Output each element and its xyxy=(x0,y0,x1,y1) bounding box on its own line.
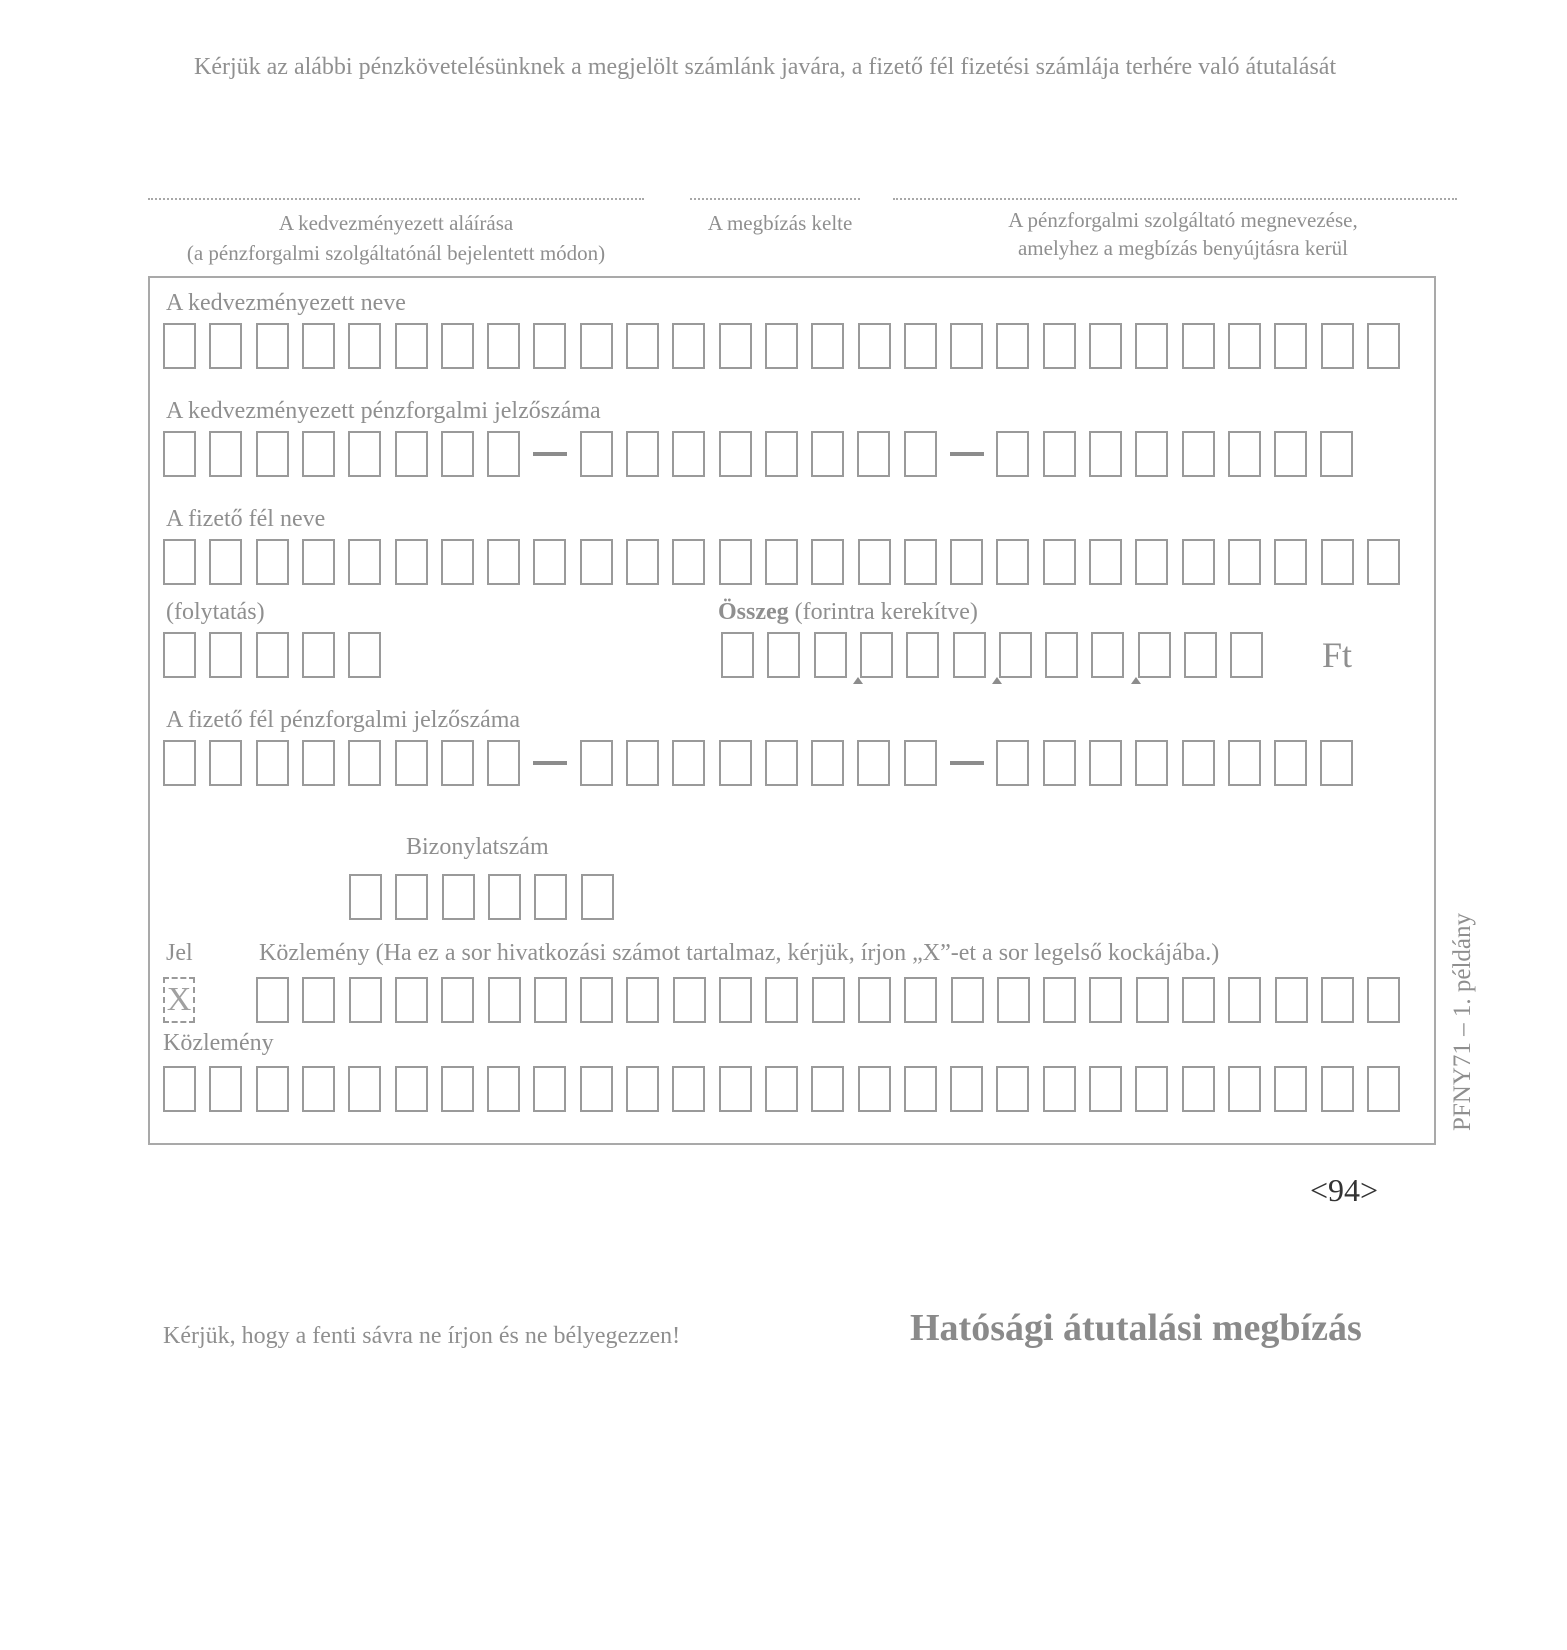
char-box[interactable] xyxy=(904,1066,937,1112)
char-box[interactable] xyxy=(1045,632,1078,678)
char-box[interactable] xyxy=(349,977,382,1023)
char-box[interactable] xyxy=(904,323,937,369)
char-box[interactable] xyxy=(812,977,845,1023)
char-box[interactable] xyxy=(672,323,705,369)
char-box[interactable] xyxy=(209,431,242,477)
char-box[interactable] xyxy=(163,539,196,585)
char-box[interactable] xyxy=(996,539,1029,585)
amount-label-note: (forintra kerekítve) xyxy=(794,599,978,625)
char-box[interactable] xyxy=(719,323,752,369)
char-box[interactable] xyxy=(951,977,984,1023)
char-box[interactable] xyxy=(811,1066,844,1112)
char-box[interactable] xyxy=(997,977,1030,1023)
char-box[interactable] xyxy=(721,632,754,678)
char-box[interactable] xyxy=(256,740,289,786)
char-box[interactable] xyxy=(811,539,844,585)
char-box[interactable] xyxy=(487,539,520,585)
char-box[interactable] xyxy=(765,1066,798,1112)
provider-caption xyxy=(893,206,1473,262)
char-box[interactable] xyxy=(1089,539,1122,585)
payer-name-label: A fizető fél neve xyxy=(166,506,326,532)
account-separator-dash xyxy=(950,452,984,456)
char-box[interactable] xyxy=(858,539,891,585)
char-box[interactable] xyxy=(996,431,1029,477)
char-box[interactable] xyxy=(1043,977,1076,1023)
date-caption: A megbízás kelte xyxy=(707,211,853,235)
char-box[interactable] xyxy=(1367,323,1400,369)
char-box[interactable] xyxy=(163,632,196,678)
copy-marker: PFNY71 – 1. példány xyxy=(1449,912,1476,1132)
char-box[interactable] xyxy=(904,977,937,1023)
char-box[interactable] xyxy=(1184,632,1217,678)
signature-caption-line2: (a pénzforgalmi szolgáltatónál bejelentett módon) xyxy=(186,241,606,265)
char-box[interactable] xyxy=(765,539,798,585)
char-box[interactable] xyxy=(1182,431,1215,477)
char-box[interactable] xyxy=(441,539,474,585)
char-box[interactable] xyxy=(719,977,752,1023)
payer-account-label: A fizető fél pénzforgalmi jelzőszáma xyxy=(166,707,521,733)
char-box[interactable] xyxy=(209,539,242,585)
char-box[interactable] xyxy=(163,1066,196,1112)
char-box[interactable] xyxy=(580,740,613,786)
thousands-separator-mark xyxy=(853,677,863,684)
account-separator-dash xyxy=(533,761,567,765)
char-box[interactable] xyxy=(1367,1066,1400,1112)
char-box[interactable] xyxy=(904,539,937,585)
char-box[interactable] xyxy=(395,323,428,369)
char-box[interactable] xyxy=(395,539,428,585)
char-box[interactable] xyxy=(858,1066,891,1112)
char-box[interactable] xyxy=(672,1066,705,1112)
char-box[interactable] xyxy=(950,539,983,585)
date-line xyxy=(690,198,860,200)
char-box[interactable] xyxy=(626,1066,659,1112)
char-box[interactable] xyxy=(626,431,659,477)
char-box[interactable] xyxy=(1043,323,1076,369)
char-box[interactable] xyxy=(349,874,382,920)
char-box[interactable] xyxy=(1089,323,1122,369)
char-box[interactable] xyxy=(1274,431,1307,477)
remittance-label: Közlemény xyxy=(163,1030,274,1056)
char-box[interactable] xyxy=(1135,323,1168,369)
char-box[interactable] xyxy=(1043,740,1076,786)
continuation-label: (folytatás) xyxy=(166,599,265,625)
char-box[interactable] xyxy=(302,740,335,786)
char-box[interactable] xyxy=(1089,431,1122,477)
char-box[interactable] xyxy=(719,740,752,786)
char-box[interactable] xyxy=(256,323,289,369)
char-box[interactable] xyxy=(1135,1066,1168,1112)
char-box[interactable] xyxy=(348,539,381,585)
char-box[interactable] xyxy=(163,431,196,477)
char-box[interactable] xyxy=(626,740,659,786)
char-box[interactable] xyxy=(626,323,659,369)
char-box[interactable] xyxy=(1182,539,1215,585)
char-box[interactable] xyxy=(814,632,847,678)
char-box[interactable] xyxy=(256,539,289,585)
account-separator-dash xyxy=(533,452,567,456)
account-separator-dash xyxy=(950,761,984,765)
amount-label-bold: Összeg xyxy=(718,599,789,625)
char-box[interactable] xyxy=(1367,539,1400,585)
amount-label xyxy=(718,599,978,626)
char-box[interactable] xyxy=(858,323,891,369)
char-box[interactable] xyxy=(1182,1066,1215,1112)
char-box[interactable] xyxy=(1320,740,1353,786)
char-box[interactable] xyxy=(441,323,474,369)
char-box[interactable] xyxy=(1321,323,1354,369)
char-box[interactable] xyxy=(533,1066,566,1112)
char-box[interactable] xyxy=(719,539,752,585)
char-box[interactable] xyxy=(163,323,196,369)
char-box[interactable] xyxy=(256,431,289,477)
char-box[interactable] xyxy=(765,740,798,786)
char-box[interactable] xyxy=(904,431,937,477)
char-box[interactable] xyxy=(857,740,890,786)
char-box[interactable] xyxy=(1135,740,1168,786)
thousands-separator-mark xyxy=(992,677,1002,684)
provider-line xyxy=(893,198,1457,200)
char-box[interactable] xyxy=(719,431,752,477)
char-box[interactable] xyxy=(580,977,613,1023)
char-box[interactable] xyxy=(626,539,659,585)
jel-checkbox[interactable]: X xyxy=(163,977,195,1023)
char-box[interactable] xyxy=(302,323,335,369)
char-box[interactable] xyxy=(858,977,891,1023)
char-box[interactable] xyxy=(302,431,335,477)
char-box[interactable] xyxy=(256,977,289,1023)
char-box[interactable] xyxy=(1275,977,1308,1023)
char-box[interactable] xyxy=(256,1066,289,1112)
remittance-instruction-label: Közlemény (Ha ez a sor hivatkozási számot tartalmaz, kérjük, írjon „X”-et a sor legelső kockájába.) xyxy=(259,940,1220,966)
char-box[interactable] xyxy=(1182,740,1215,786)
form-title: Hatósági átutalási megbízás xyxy=(910,1307,1362,1349)
char-box[interactable] xyxy=(442,874,475,920)
char-box[interactable] xyxy=(811,431,844,477)
char-box[interactable] xyxy=(534,874,567,920)
char-box[interactable] xyxy=(1182,323,1215,369)
char-box[interactable] xyxy=(441,740,474,786)
char-box[interactable] xyxy=(1043,539,1076,585)
char-box[interactable] xyxy=(996,740,1029,786)
char-box[interactable] xyxy=(1043,431,1076,477)
char-box[interactable] xyxy=(302,977,335,1023)
beneficiary-name-label: A kedvezményezett neve xyxy=(166,290,406,316)
char-box[interactable] xyxy=(163,740,196,786)
char-box[interactable] xyxy=(580,539,613,585)
char-box[interactable] xyxy=(1274,323,1307,369)
jel-label: Jel xyxy=(166,940,193,966)
char-box[interactable] xyxy=(857,431,890,477)
char-box[interactable] xyxy=(1089,977,1122,1023)
char-box[interactable] xyxy=(767,632,800,678)
char-box[interactable] xyxy=(1091,632,1124,678)
char-box[interactable] xyxy=(1228,977,1261,1023)
char-box[interactable] xyxy=(1320,431,1353,477)
char-box[interactable] xyxy=(488,874,521,920)
page-number: <94> xyxy=(1310,1172,1379,1208)
currency-label: Ft xyxy=(1322,635,1353,675)
char-box[interactable] xyxy=(348,431,381,477)
char-box[interactable] xyxy=(487,1066,520,1112)
char-box[interactable] xyxy=(533,323,566,369)
char-box[interactable] xyxy=(348,1066,381,1112)
char-box[interactable] xyxy=(348,740,381,786)
char-box[interactable] xyxy=(950,1066,983,1112)
char-box[interactable] xyxy=(395,740,428,786)
char-box[interactable] xyxy=(441,1066,474,1112)
char-box[interactable] xyxy=(673,977,706,1023)
signature-caption xyxy=(96,208,696,268)
char-box[interactable] xyxy=(395,1066,428,1112)
char-box[interactable] xyxy=(441,431,474,477)
char-box[interactable] xyxy=(1228,431,1261,477)
provider-caption-line1: A pénzforgalmi szolgáltató megnevezése, xyxy=(1008,208,1358,232)
char-box[interactable] xyxy=(1135,431,1168,477)
bottom-note: Kérjük, hogy a fenti sávra ne írjon és ne bélyegezzen! xyxy=(163,1323,681,1349)
char-box[interactable] xyxy=(1089,740,1122,786)
char-box[interactable] xyxy=(950,323,983,369)
char-box[interactable] xyxy=(860,632,893,678)
char-box[interactable] xyxy=(765,323,798,369)
provider-caption-line2: amelyhez a megbízás benyújtásra kerül xyxy=(1017,236,1349,260)
char-box[interactable] xyxy=(1274,539,1307,585)
char-box[interactable] xyxy=(580,431,613,477)
char-box[interactable] xyxy=(209,323,242,369)
char-box[interactable] xyxy=(534,977,567,1023)
thousands-separator-mark xyxy=(1131,677,1141,684)
char-box[interactable] xyxy=(487,323,520,369)
char-box[interactable] xyxy=(533,539,566,585)
char-box[interactable] xyxy=(302,1066,335,1112)
char-box[interactable] xyxy=(395,431,428,477)
char-box[interactable] xyxy=(1274,740,1307,786)
char-box[interactable] xyxy=(1228,323,1261,369)
char-box[interactable] xyxy=(209,1066,242,1112)
char-box[interactable] xyxy=(996,323,1029,369)
char-box[interactable] xyxy=(904,740,937,786)
top-instruction: Kérjük az alábbi pénzkövetelésünknek a megjelölt számlánk javára, a fizető fél fizetési számlája terhére való átutalását xyxy=(194,54,1337,80)
char-box[interactable] xyxy=(395,977,428,1023)
char-box[interactable] xyxy=(1321,1066,1354,1112)
document-number-label: Bizonylatszám xyxy=(406,834,549,860)
char-box[interactable] xyxy=(209,740,242,786)
char-box[interactable] xyxy=(488,977,521,1023)
char-box[interactable] xyxy=(487,740,520,786)
char-box[interactable] xyxy=(209,632,242,678)
char-box[interactable] xyxy=(1274,1066,1307,1112)
char-box[interactable] xyxy=(953,632,986,678)
char-box[interactable] xyxy=(487,431,520,477)
char-box[interactable] xyxy=(765,431,798,477)
signature-line xyxy=(148,198,644,200)
char-box[interactable] xyxy=(719,1066,752,1112)
char-box[interactable] xyxy=(996,1066,1029,1112)
char-box[interactable] xyxy=(348,632,381,678)
char-box[interactable] xyxy=(1367,977,1400,1023)
beneficiary-account-label: A kedvezményezett pénzforgalmi jelzőszáma xyxy=(166,398,601,424)
char-box[interactable] xyxy=(811,740,844,786)
char-box[interactable] xyxy=(302,539,335,585)
char-box[interactable] xyxy=(1228,1066,1261,1112)
char-box[interactable] xyxy=(1182,977,1215,1023)
char-box[interactable] xyxy=(302,632,335,678)
char-box[interactable] xyxy=(1136,977,1169,1023)
char-box[interactable] xyxy=(672,740,705,786)
char-box[interactable] xyxy=(626,977,659,1023)
char-box[interactable] xyxy=(1230,632,1263,678)
char-box[interactable] xyxy=(672,539,705,585)
char-box[interactable] xyxy=(1228,740,1261,786)
char-box[interactable] xyxy=(765,977,798,1023)
char-box[interactable] xyxy=(395,874,428,920)
char-box[interactable] xyxy=(811,323,844,369)
char-box[interactable] xyxy=(1138,632,1171,678)
char-box[interactable] xyxy=(906,632,939,678)
char-box[interactable] xyxy=(580,1066,613,1112)
char-box[interactable] xyxy=(581,874,614,920)
signature-caption-line1: A kedvezményezett aláírása xyxy=(278,211,514,235)
char-box[interactable] xyxy=(1135,539,1168,585)
char-box[interactable] xyxy=(580,323,613,369)
char-box[interactable] xyxy=(1089,1066,1122,1112)
char-box[interactable] xyxy=(1228,539,1261,585)
char-box[interactable] xyxy=(441,977,474,1023)
char-box[interactable] xyxy=(256,632,289,678)
char-box[interactable] xyxy=(348,323,381,369)
char-box[interactable] xyxy=(672,431,705,477)
char-box[interactable] xyxy=(999,632,1032,678)
char-box[interactable] xyxy=(1043,1066,1076,1112)
char-box[interactable] xyxy=(1321,977,1354,1023)
char-box[interactable] xyxy=(1321,539,1354,585)
